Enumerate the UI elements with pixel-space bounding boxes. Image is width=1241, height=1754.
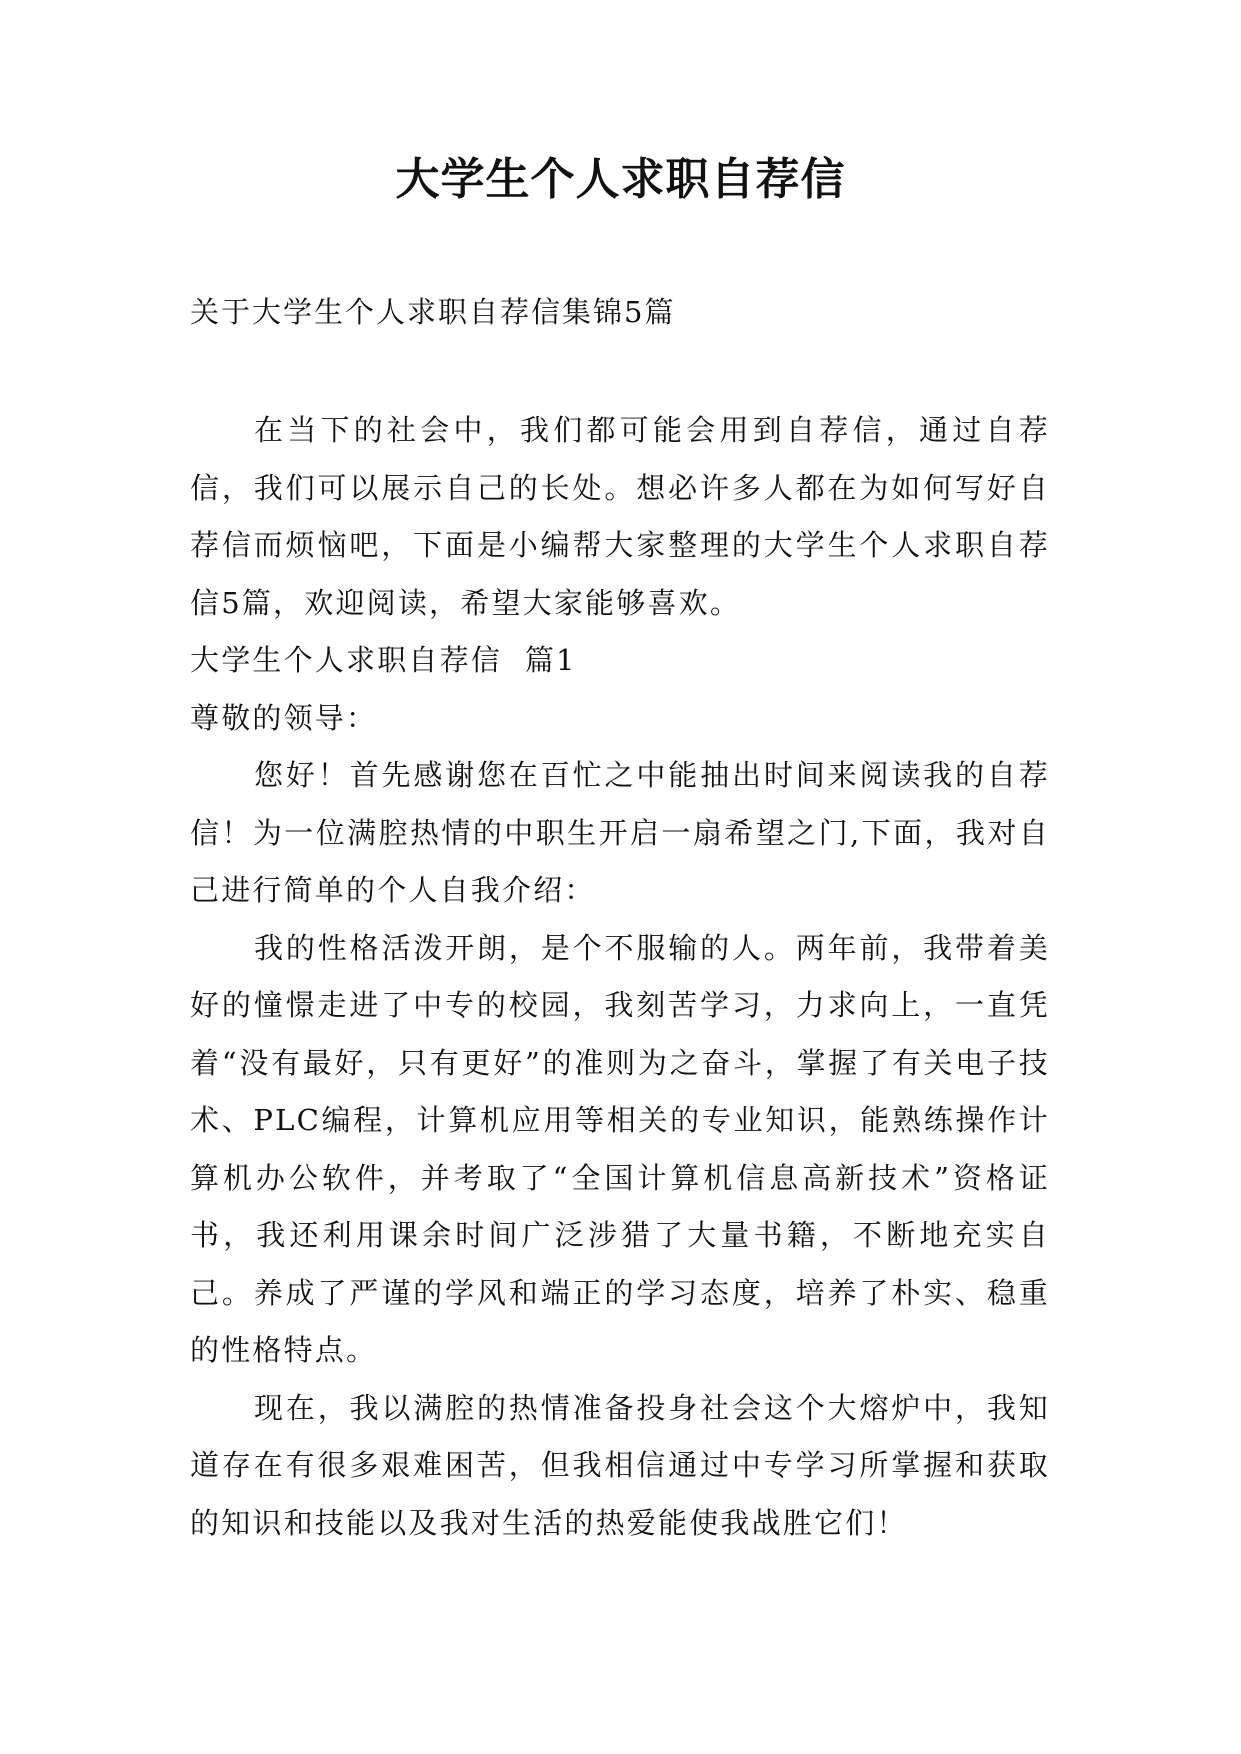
section-heading: 大学生个人求职自荐信 篇1 xyxy=(190,643,577,677)
letter-paragraph-greeting: 您好！首先感谢您在百忙之中能抽出时间来阅读我的自荐信！为一位满腔热情的中职生开启一扇希望之门,下面，我对自己进行简单的个人自我介绍： xyxy=(190,758,1050,907)
document-title: 大学生个人求职自荐信 xyxy=(395,154,846,205)
salutation: 尊敬的领导： xyxy=(190,700,378,735)
document-subtitle: 关于大学生个人求职自荐信集锦5篇 xyxy=(190,295,676,329)
letter-paragraph-aspiration: 现在，我以满腔的热情准备投身社会这个大熔炉中，我知道存在有很多艰难困苦，但我相信通过中专学习所掌握和获取的知识和技能以及我对生活的热爱能使我战胜它们！ xyxy=(190,1390,1050,1540)
letter-paragraph-background: 我的性格活泼开朗，是个不服输的人。两年前，我带着美好的憧憬走进了中专的校园，我刻苦学习，力求向上，一直凭着“没有最好，只有更好”的准则为之奋斗，掌握了有关电子技术、PLC编程，计算机应用等相关的专业知识，能熟练操作计算机办公软件，并考取了“全国计算机信息高新技术”资格证书，我还利用课余时间广泛涉猎了大量书籍，不断地充实自己。养成了严谨的学风和端正的学习态度，培养了朴实、稳重的性格特点。 xyxy=(190,930,1050,1367)
document-body xyxy=(190,402,1050,1552)
intro-paragraph: 在当下的社会中，我们都可能会用到自荐信，通过自荐信，我们可以展示自己的长处。想必许多人都在为如何写好自荐信而烦恼吧，下面是小编帮大家整理的大学生个人求职自荐信5篇，欢迎阅读，希望大家能够喜欢。 xyxy=(190,413,1050,620)
